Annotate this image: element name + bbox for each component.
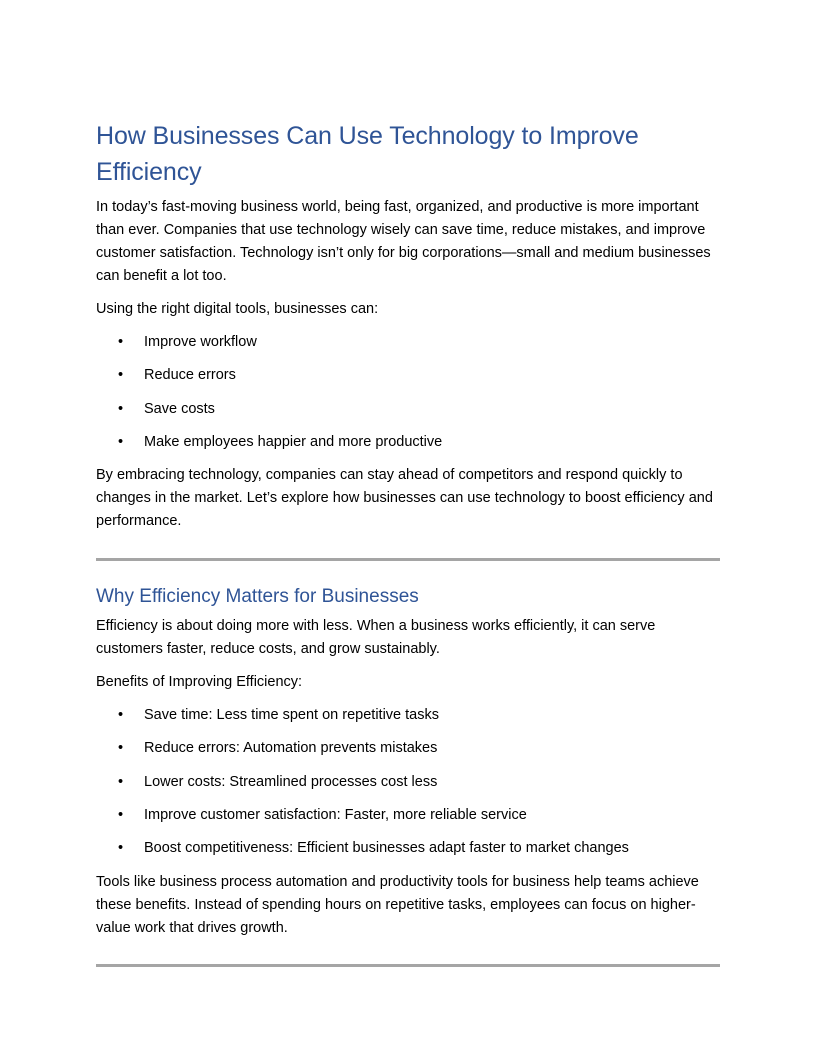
efficiency-benefit-list bbox=[96, 704, 720, 860]
closing-paragraph: By embracing technology, companies can stay ahead of competitors and respond quickly to changes in the market. Let’s explore how businesses can use technology to boost efficiency and performance. bbox=[96, 467, 713, 530]
tools-benefit-list bbox=[96, 331, 720, 454]
section-divider bbox=[96, 558, 720, 561]
list-item: • Save time: Less time spent on repetitive tasks bbox=[96, 704, 720, 727]
section-heading: Why Efficiency Matters for Businesses bbox=[96, 586, 419, 608]
tools-closing-paragraph: Tools like business process automation and productivity tools for business help teams achieve these benefits. Instead of spending hours on repetitive tasks, employees can focus on higher-value work that drives growth. bbox=[96, 873, 699, 936]
list-item: • Boost competitiveness: Efficient businesses adapt faster to market changes bbox=[96, 837, 720, 860]
list-item: • Reduce errors: Automation prevents mistakes bbox=[96, 737, 720, 760]
benefits-lead-paragraph: Benefits of Improving Efficiency: bbox=[96, 674, 303, 691]
list-item: • Save costs bbox=[96, 398, 720, 421]
page-title: How Businesses Can Use Technology to Improve Efficiency bbox=[96, 122, 639, 186]
list-item: • Lower costs: Streamlined processes cost less bbox=[96, 771, 720, 794]
list-item: • Reduce errors bbox=[96, 364, 720, 387]
section-divider bbox=[96, 964, 720, 967]
tools-lead-paragraph: Using the right digital tools, businesses can: bbox=[96, 301, 379, 317]
document-page bbox=[96, 118, 720, 989]
list-item: • Improve workflow bbox=[96, 331, 720, 354]
efficiency-intro-paragraph: Efficiency is about doing more with less. When a business works efficiently, it can serve customers faster, reduce costs, and grow sustainably. bbox=[96, 618, 656, 658]
list-item: • Improve customer satisfaction: Faster, more reliable service bbox=[96, 804, 720, 827]
list-item: • Make employees happier and more productive bbox=[96, 431, 720, 454]
intro-paragraph: In today’s fast-moving business world, being fast, organized, and productive is more important than ever. Companies that use technology wisely can save time, reduce mistakes, and improve customer satisfaction. Technology isn’t only for big corporations—small and medium businesses can benefit a lot too. bbox=[96, 199, 711, 284]
